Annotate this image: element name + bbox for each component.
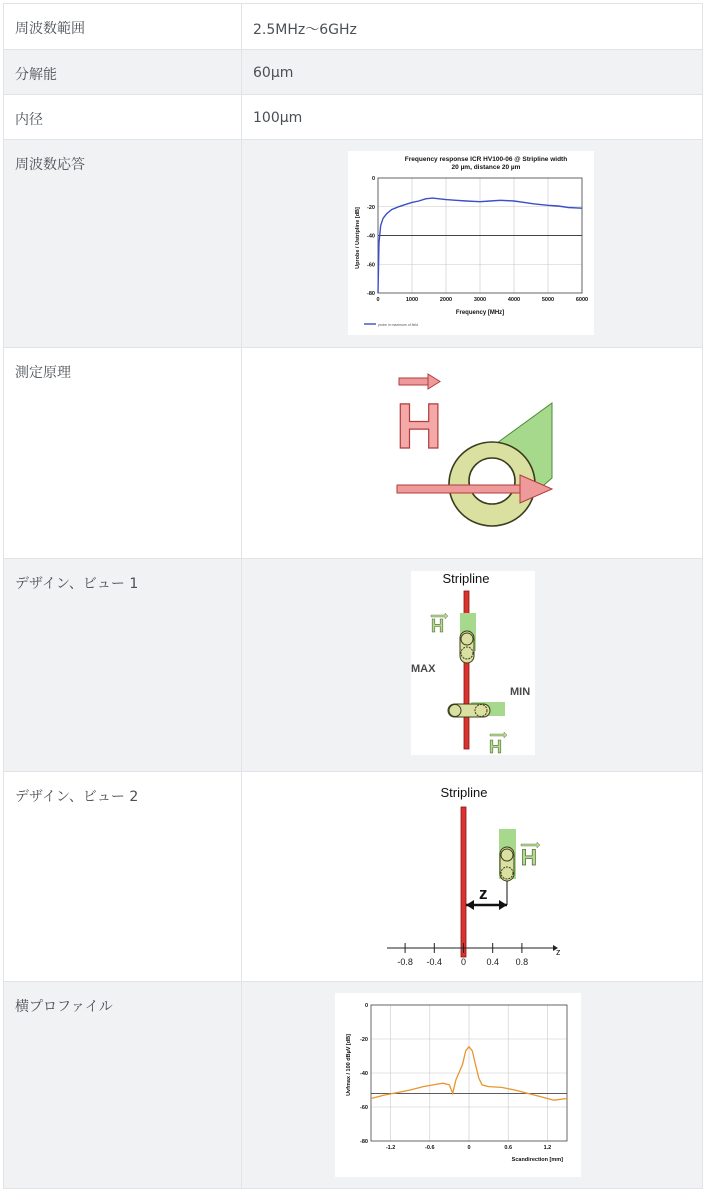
table-row xyxy=(4,4,703,50)
y-tick-label: 0 xyxy=(371,176,375,182)
design-view-1-diagram xyxy=(411,571,535,755)
lateral-profile-chart xyxy=(335,993,581,1177)
y-tick-label: -20 xyxy=(367,204,375,211)
row-figure xyxy=(242,772,703,982)
table-row xyxy=(4,50,703,95)
chart-background xyxy=(348,151,594,335)
row-figure xyxy=(242,140,703,348)
table-row xyxy=(4,982,703,1189)
x-tick-label: 2000 xyxy=(439,297,453,303)
probe-vertical xyxy=(460,631,474,663)
x-tick-label: 4000 xyxy=(507,297,521,303)
distance-arrowhead-right xyxy=(499,900,507,910)
distance-arrowhead-left xyxy=(466,900,474,910)
table-row xyxy=(4,559,703,772)
axis-tick-label: 0.8 xyxy=(515,957,529,967)
axis-tick-label: 0.4 xyxy=(486,957,499,967)
y-tick-label: -80 xyxy=(367,291,375,297)
row-label: 横プロファイル xyxy=(4,982,242,1189)
x-tick-label: 5000 xyxy=(541,297,555,303)
row-figure xyxy=(242,348,703,559)
row-label: デザイン、ビュー 2 xyxy=(4,772,242,982)
table-row xyxy=(4,95,703,140)
row-figure xyxy=(242,982,703,1189)
x-tick-label: -0.6 xyxy=(425,1145,435,1151)
chart-title-line1: Frequency response ICR HV100-06 @ Stripline width xyxy=(404,156,568,163)
x-tick-label: 0 xyxy=(467,1145,471,1151)
row-label: 周波数範囲 xyxy=(4,4,242,50)
stripline-title: Stripline xyxy=(442,571,490,586)
y-tick-label: 0 xyxy=(364,1003,368,1009)
frequency-response-chart xyxy=(348,151,594,335)
y-tick-label: -80 xyxy=(360,1139,368,1145)
spec-table xyxy=(3,3,703,1189)
row-label: 周波数応答 xyxy=(4,140,242,348)
chart-title-line2: 20 µm, distance 20 µm xyxy=(451,164,521,171)
x-tick-label: 0 xyxy=(376,297,380,303)
design-view-2-diagram xyxy=(382,781,572,971)
legend-label: probe in maximum of field xyxy=(378,323,419,327)
x-axis-label: Frequency [MHz] xyxy=(455,310,505,316)
table-row xyxy=(4,140,703,348)
stripline-title: Stripline xyxy=(440,785,488,800)
row-label: デザイン、ビュー 1 xyxy=(4,559,242,772)
axis-tick-label: 0 xyxy=(460,957,467,967)
row-value: 60µm xyxy=(242,50,703,95)
y-tick-label: -20 xyxy=(360,1037,368,1043)
y-axis-label: Uprobe / Ustripline [dB] xyxy=(355,207,361,269)
probe-horizontal xyxy=(448,704,490,717)
max-label: MAX xyxy=(411,663,436,675)
y-axis-label: Uvfmax / 100 dBµV [dB] xyxy=(346,1034,352,1096)
x-tick-label: 1.2 xyxy=(543,1145,552,1151)
h-symbol-top: H xyxy=(431,616,444,636)
h-symbol-bottom: H xyxy=(489,737,502,755)
row-label: 分解能 xyxy=(4,50,242,95)
x-tick-label: 1000 xyxy=(405,297,419,303)
table-row xyxy=(4,772,703,982)
row-label: 内径 xyxy=(4,95,242,140)
x-axis-label: Scandirection [mm] xyxy=(511,1157,563,1163)
x-tick-label: -1.2 xyxy=(385,1145,396,1151)
table-row xyxy=(4,348,703,559)
x-tick-label: 3000 xyxy=(473,297,487,303)
probe xyxy=(500,847,514,881)
x-tick-label: 0.6 xyxy=(504,1145,513,1151)
y-tick-label: -40 xyxy=(360,1071,368,1077)
y-tick-label: -60 xyxy=(367,262,375,269)
row-label: 測定原理 xyxy=(4,348,242,559)
h-field-symbol: H xyxy=(396,390,443,462)
h-vector-arrow xyxy=(399,374,440,389)
min-label: MIN xyxy=(510,686,531,698)
row-figure xyxy=(242,559,703,772)
stripline-bar xyxy=(461,807,466,957)
axis-tick-label: -0.8 xyxy=(397,957,413,967)
y-tick-label: -40 xyxy=(367,233,375,240)
measurement-principle-diagram xyxy=(392,373,572,533)
distance-label: z xyxy=(479,884,488,903)
row-value: 100µm xyxy=(242,95,703,140)
h-symbol: H xyxy=(521,845,537,870)
y-tick-label: -60 xyxy=(360,1105,368,1111)
axis-tick-label: -0.4 xyxy=(426,957,443,967)
x-tick-label: 6000 xyxy=(575,297,589,303)
row-value: 2.5MHz～6GHz xyxy=(242,4,703,50)
z-axis-label: z xyxy=(556,947,561,957)
